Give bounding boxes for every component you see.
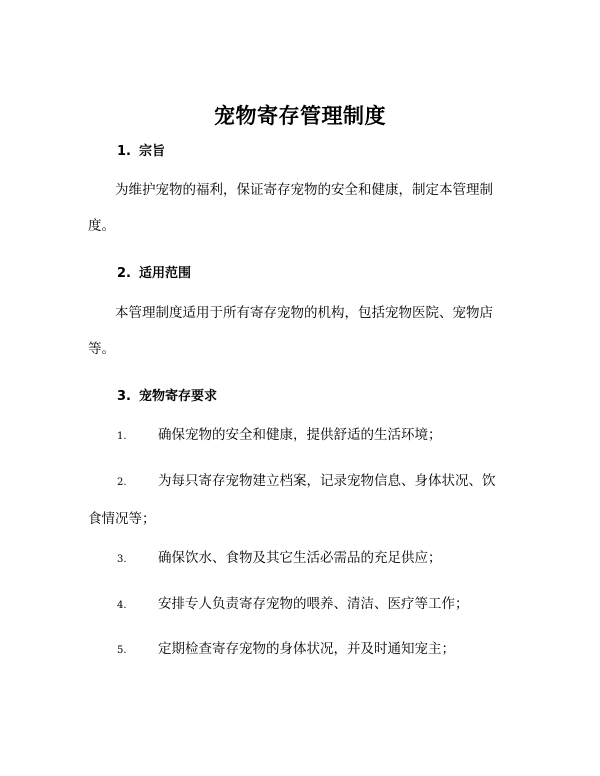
list-item-number: 2.	[117, 477, 127, 488]
list-item-text: 确保宠物的安全和健康，提供舒适的生活环境；	[158, 427, 442, 443]
list-item-number: 4.	[117, 600, 127, 611]
list-item	[88, 540, 508, 578]
section-title: 宠物寄存要求	[139, 389, 218, 404]
section-heading-1	[117, 140, 165, 159]
document-title: 宠物寄存管理制度	[214, 104, 386, 128]
list-item	[88, 631, 508, 669]
list-item-text: 安排专人负责寄存宠物的喂养、清洁、医疗等工作；	[158, 596, 469, 612]
list-item-text: 确保饮水、食物及其它生活必需品的充足供应；	[158, 550, 442, 566]
list-item	[88, 586, 508, 624]
list-item-number: 1.	[117, 431, 127, 442]
section-paragraph-1: 为维护宠物的福利，保证寄存宠物的安全和健康，制定本管理制度。	[88, 182, 493, 234]
list-item-number: 3.	[117, 554, 127, 565]
section-heading-2	[117, 262, 191, 281]
section-number: 1.	[117, 144, 131, 159]
section-number: 3.	[117, 389, 131, 404]
section-heading-3	[117, 385, 217, 404]
section-number: 2.	[117, 266, 131, 281]
section-paragraph-2: 本管理制度适用于所有寄存宠物的机构，包括宠物医院、宠物店等。	[88, 305, 493, 357]
list-item	[88, 417, 508, 455]
list-item-number: 5.	[117, 645, 127, 656]
list-item	[88, 463, 508, 537]
list-item-text: 为每只寄存宠物建立档案，记录宠物信息、身体状况、饮食情况等；	[88, 473, 496, 527]
list-item-text: 定期检查寄存宠物的身体状况，并及时通知宠主；	[158, 641, 455, 657]
section-title: 适用范围	[139, 266, 192, 281]
section-title: 宗旨	[139, 144, 166, 159]
